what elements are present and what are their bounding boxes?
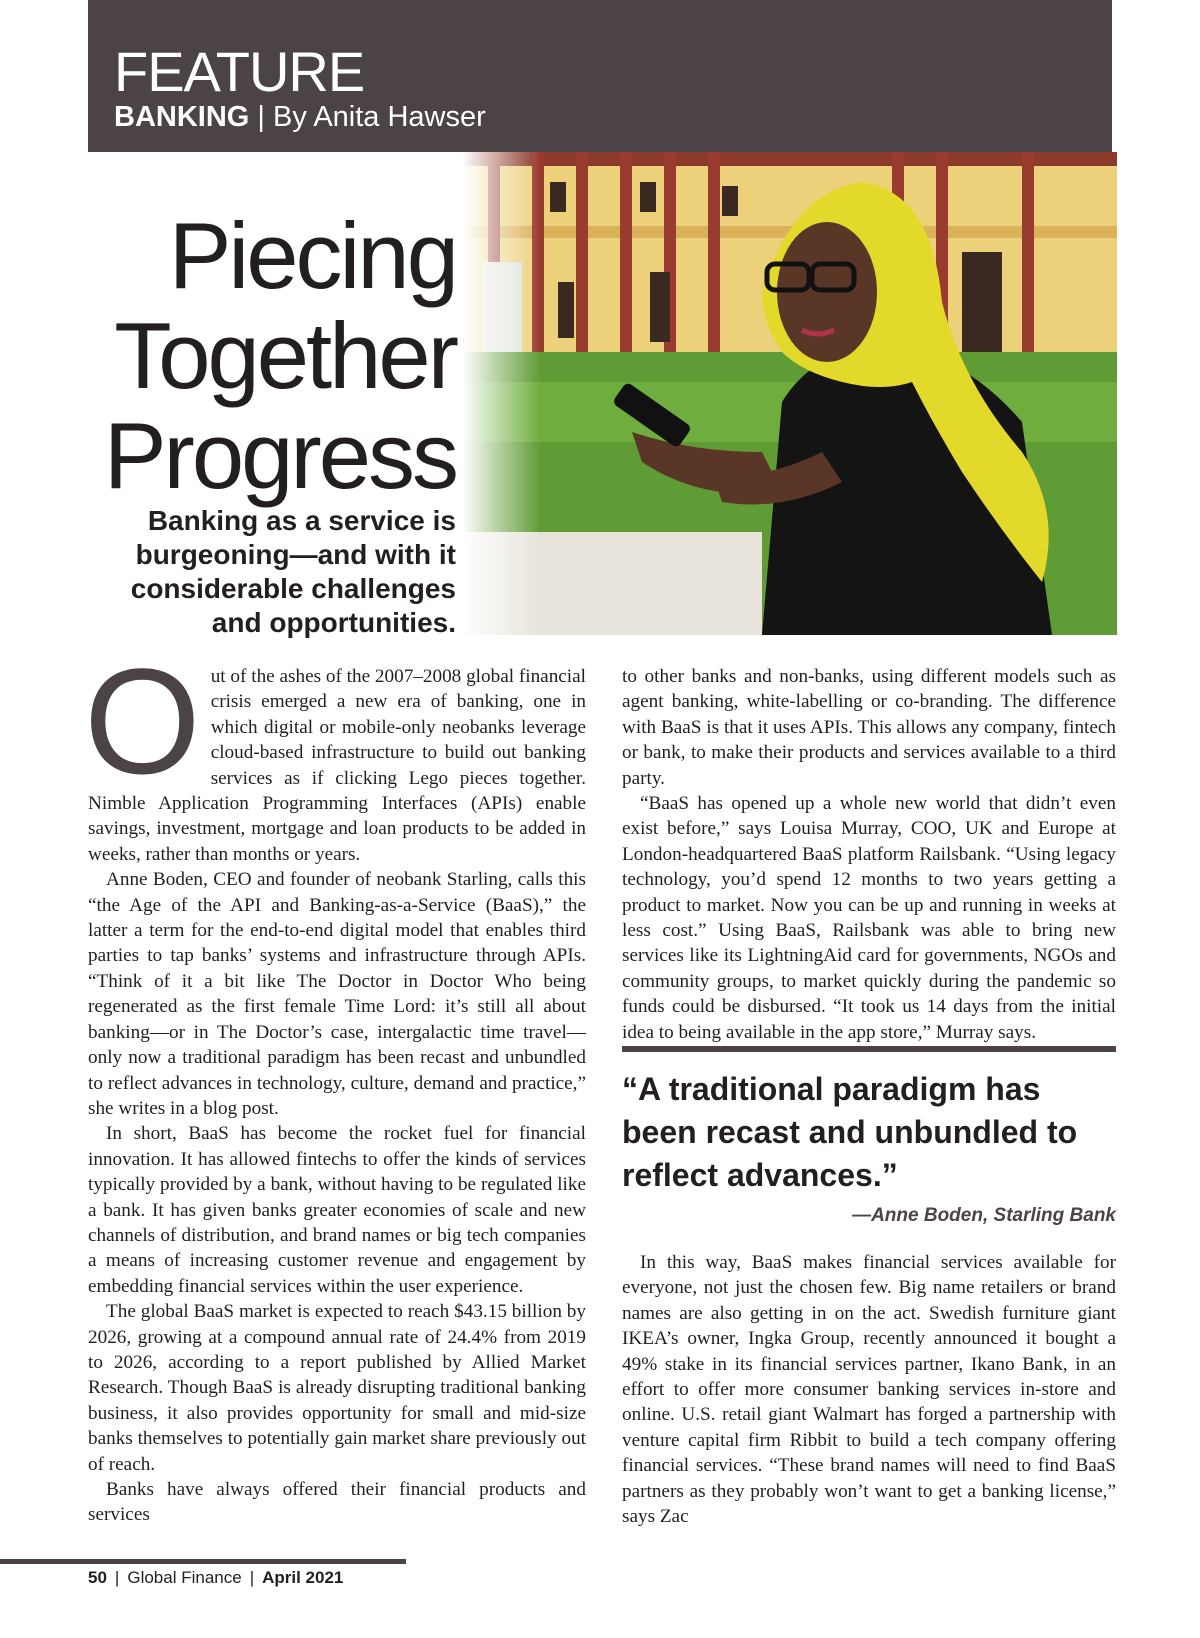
body-paragraph: Banks have always offered their financial products and services (88, 1479, 586, 1526)
headline-line-3: Progress (103, 403, 456, 508)
body-paragraph: “BaaS has opened up a whole new world that didn’t even exist before,” says Louisa Murray, COO, UK and Europe at London-headquartered BaaS platform Railsbank. “Using legacy technology, you’d spend 12 months to two years getting a product to market. Now you can be up and running in weeks at less cost.” Using BaaS, Railsbank was able to bring new services like its LightningAid card for governments, NGOs and community groups, to market quickly during the pandemic so funds could be disbursed. “It took us 14 days from the initial idea to being available in the app store,” Murray says. (622, 793, 1116, 1043)
article-deck: Banking as a service is burgeoning—and with it considerable challenges and opportunities. (130, 505, 456, 638)
body-paragraph: In this way, BaaS makes financial services available for everyone, not just the chosen few. Big name retailers or brand names are also getting in on the act. Swedish furniture giant IKEA’s owner, Ingka Group, recently announced it bought a 49% stake in its financial services partner, Ikano Bank, in an effort to offer more consumer banking services in-store and online. U.S. retail giant Walmart has forged a partnership with venture capital firm Ribbit to build a tech company offering financial services. “These brand names will need to find BaaS partners as they probably won’t want to get a banking license,” says Zac (622, 1252, 1116, 1528)
body-paragraph: Anne Boden, CEO and founder of neobank Starling, calls this “the Age of the API and Banking-as-a-Service (BaaS),” the latter a term for the end-to-end digital model that enables third parties to tap banks’ systems and infrastructure through APIs. “Think of it a bit like The Doctor in Doctor Who being regenerated as the first female Time Lord: it’s still all about banking—or in The Doctor’s case, intergalactic time travel—only now a traditional paradigm has been recast and unbundled to reflect advances in technology, culture, demand and practice,” she writes in a blog post. (88, 869, 586, 1119)
body-paragraph (84, 637, 586, 867)
page-footer (88, 1567, 343, 1589)
body-column-right-top (622, 664, 1116, 1045)
footer-separator: | (114, 1568, 120, 1587)
header-band (88, 0, 1112, 152)
pull-quote-attribution: —Anne Boden, Starling Bank (852, 1205, 1116, 1226)
publication-name: Global Finance (127, 1568, 242, 1587)
drop-cap: O (84, 637, 201, 805)
body-paragraph: to other banks and non-banks, using different models such as agent banking, white-labelling or co-branding. The difference with BaaS is that it uses APIs. This allows any company, fintech or bank, to make their products and services available to a third party. (622, 666, 1116, 789)
paragraph-text: ut of the ashes of the 2007–2008 global financial crisis emerged a new era of banking, one in which digital or mobile-only neobanks leverage cloud-based infrastructure to build out banking services as if clicking Lego pieces together. Nimble Application Programming Interfaces (APIs) enable savings, investment, mortgage and loan products to be added in weeks, rather than months or years. (88, 666, 586, 865)
body-column-right-bottom (622, 1250, 1116, 1529)
headline-line-2: Together (114, 303, 456, 408)
photo-illustration (462, 152, 1117, 635)
section-byline (114, 100, 486, 134)
feature-photo (462, 152, 1117, 635)
kicker-label: FEATURE (114, 40, 365, 103)
section-separator: | (257, 101, 265, 133)
footer-rule (0, 1559, 406, 1564)
page-number: 50 (88, 1568, 107, 1587)
byline: By Anita Hawser (273, 101, 486, 133)
body-paragraph: The global BaaS market is expected to reach $43.15 billion by 2026, growing at a compound annual rate of 24.4% from 2019 to 2026, according to a report published by Allied Market Research. Though BaaS is already disrupting traditional banking business, it also provides opportunity for small and mid-size banks themselves to potentially gain market share previously out of reach. (88, 1301, 586, 1475)
section-label: BANKING (114, 101, 250, 133)
headline-line-1: Piecing (168, 203, 456, 308)
issue-date: April 2021 (262, 1568, 344, 1587)
pull-quote-rule (622, 1046, 1116, 1052)
article-headline (60, 203, 456, 508)
body-paragraph: In short, BaaS has become the rocket fuel for financial innovation. It has allowed fintechs to offer the kinds of services typically provided by a bank, without having to be regulated like a bank. It has given banks greater economies of scale and new channels of distribution, and brand names or big tech companies a means of increasing customer revenue and engagement by embedding financial services within the user experience. (88, 1123, 586, 1297)
footer-separator: | (249, 1568, 255, 1587)
pull-quote: “A traditional paradigm has been recast and unbundled to reflect advances.” (622, 1071, 1078, 1193)
body-column-left (84, 637, 586, 1528)
